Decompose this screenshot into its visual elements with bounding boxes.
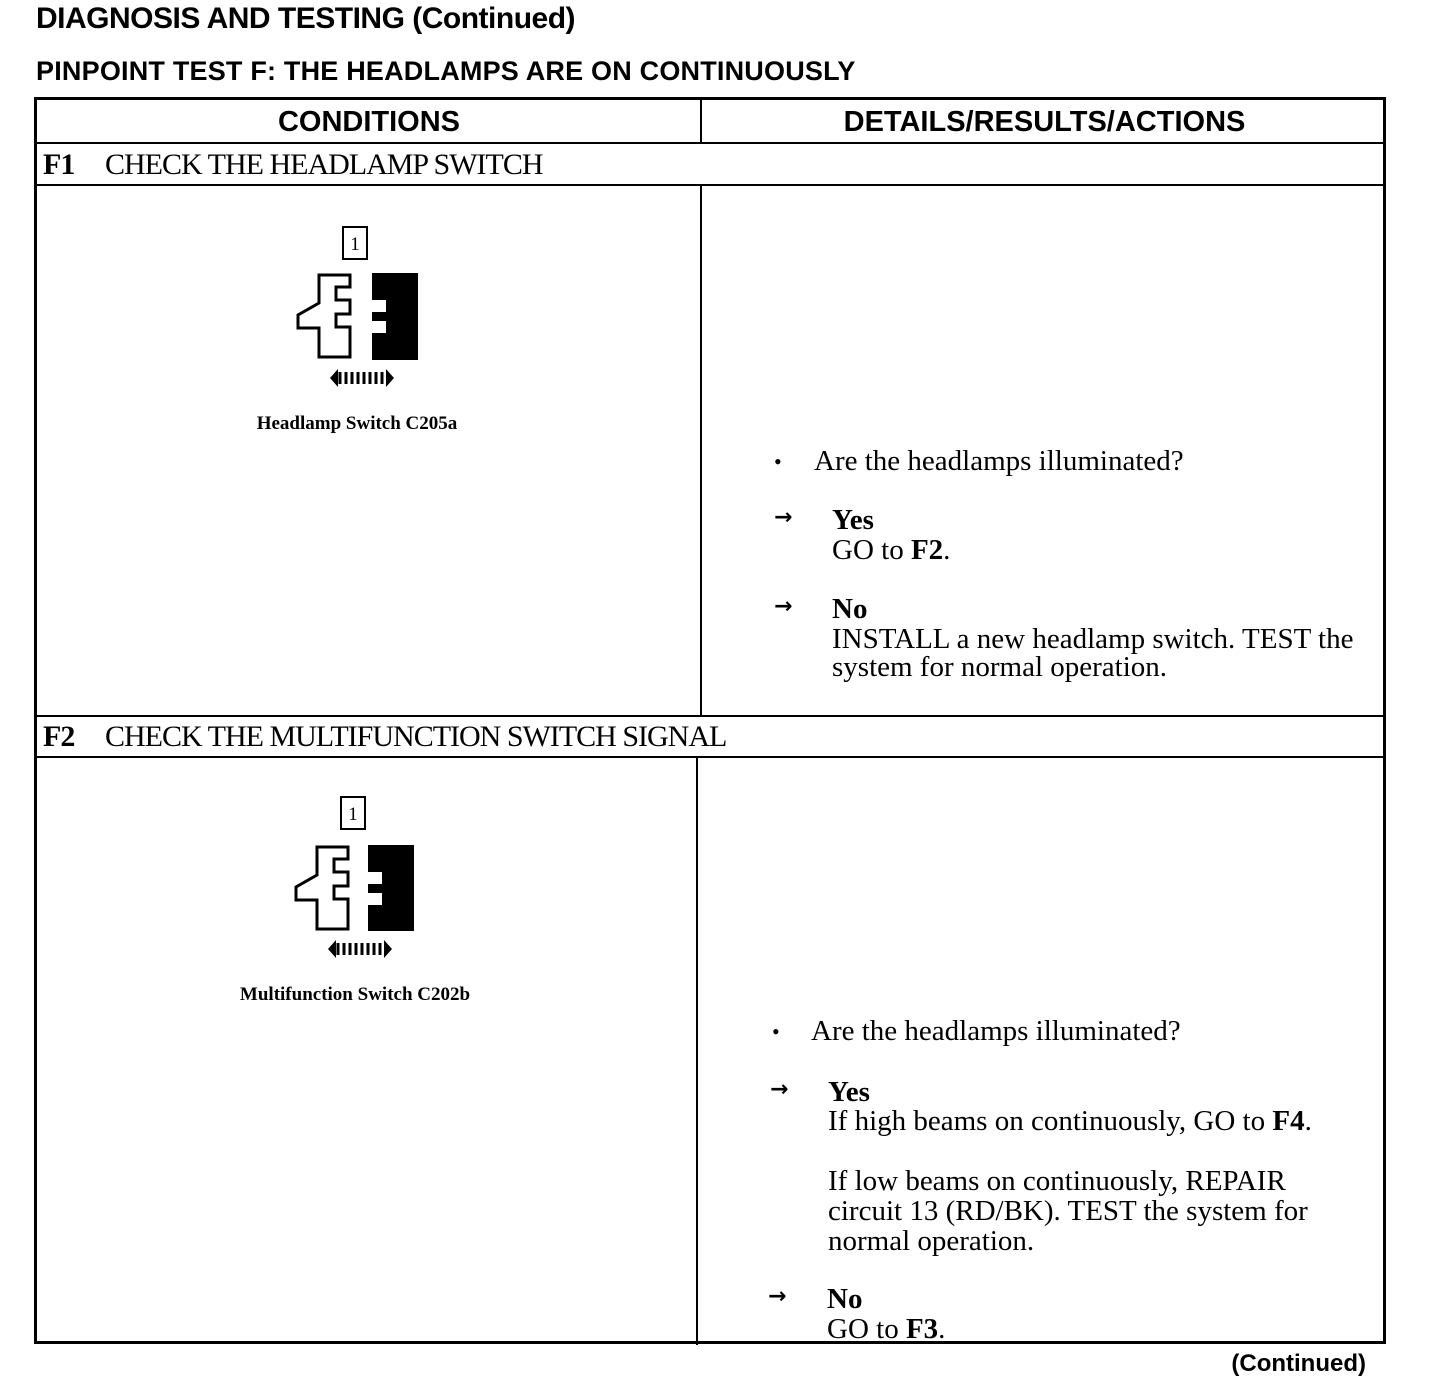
arrow-right-icon: →	[770, 1077, 789, 1102]
arrow-right-icon: →	[774, 594, 793, 619]
step-id: F2	[43, 720, 75, 753]
step-question: Are the headlamps illuminated?	[811, 1015, 1181, 1047]
connector-pin-number: 1	[350, 234, 360, 255]
connector-diagram-c202b	[290, 795, 420, 965]
pinpoint-test-table	[34, 97, 1386, 1344]
divider	[37, 184, 1383, 186]
yes-action: If high beams on continuously, GO to F4.	[828, 1105, 1312, 1137]
connector-label: Multifunction Switch C202b	[239, 984, 471, 1005]
column-divider	[696, 756, 698, 1345]
yes-action-line: normal operation.	[828, 1225, 1035, 1257]
page-title: DIAGNOSIS AND TESTING (Continued)	[36, 2, 576, 35]
divider	[37, 715, 1383, 717]
arrow-right-icon: →	[768, 1284, 787, 1309]
yes-label: Yes	[832, 504, 874, 536]
yes-action: GO to F2.	[832, 534, 951, 566]
connector-label: Headlamp Switch C205a	[256, 413, 458, 434]
no-action-line: INSTALL a new headlamp switch. TEST the	[832, 623, 1354, 655]
connector-pin-number: 1	[348, 804, 358, 825]
yes-action-line: circuit 13 (RD/BK). TEST the system for	[828, 1195, 1308, 1227]
step-question: Are the headlamps illuminated?	[814, 445, 1184, 477]
column-divider	[700, 184, 702, 717]
step-heading-f2	[43, 720, 726, 754]
column-divider	[700, 100, 702, 144]
step-id: F1	[43, 148, 75, 181]
bullet-icon: •	[772, 1019, 780, 1044]
step-title: CHECK THE MULTIFUNCTION SWITCH SIGNAL	[105, 720, 727, 753]
no-label: No	[827, 1283, 863, 1315]
yes-label: Yes	[828, 1076, 870, 1108]
column-header-details: DETAILS/RESULTS/ACTIONS	[843, 106, 1246, 138]
divider	[37, 142, 1383, 144]
no-action-line: system for normal operation.	[832, 651, 1168, 683]
arrow-right-icon: →	[774, 505, 793, 530]
pinpoint-test-title: PINPOINT TEST F: THE HEADLAMPS ARE ON CONTINUOUSLY	[36, 56, 856, 86]
no-action: GO to F3.	[827, 1313, 946, 1345]
bullet-icon: •	[774, 449, 782, 474]
divider	[37, 756, 1383, 758]
connector-diagram-c205a	[292, 225, 422, 395]
continued-label: (Continued)	[1231, 1350, 1366, 1377]
no-label: No	[832, 593, 868, 625]
step-title: CHECK THE HEADLAMP SWITCH	[105, 148, 543, 181]
yes-action-line: If low beams on continuously, REPAIR	[828, 1165, 1286, 1197]
column-header-conditions: CONDITIONS	[277, 106, 461, 138]
step-heading-f1	[43, 148, 543, 182]
